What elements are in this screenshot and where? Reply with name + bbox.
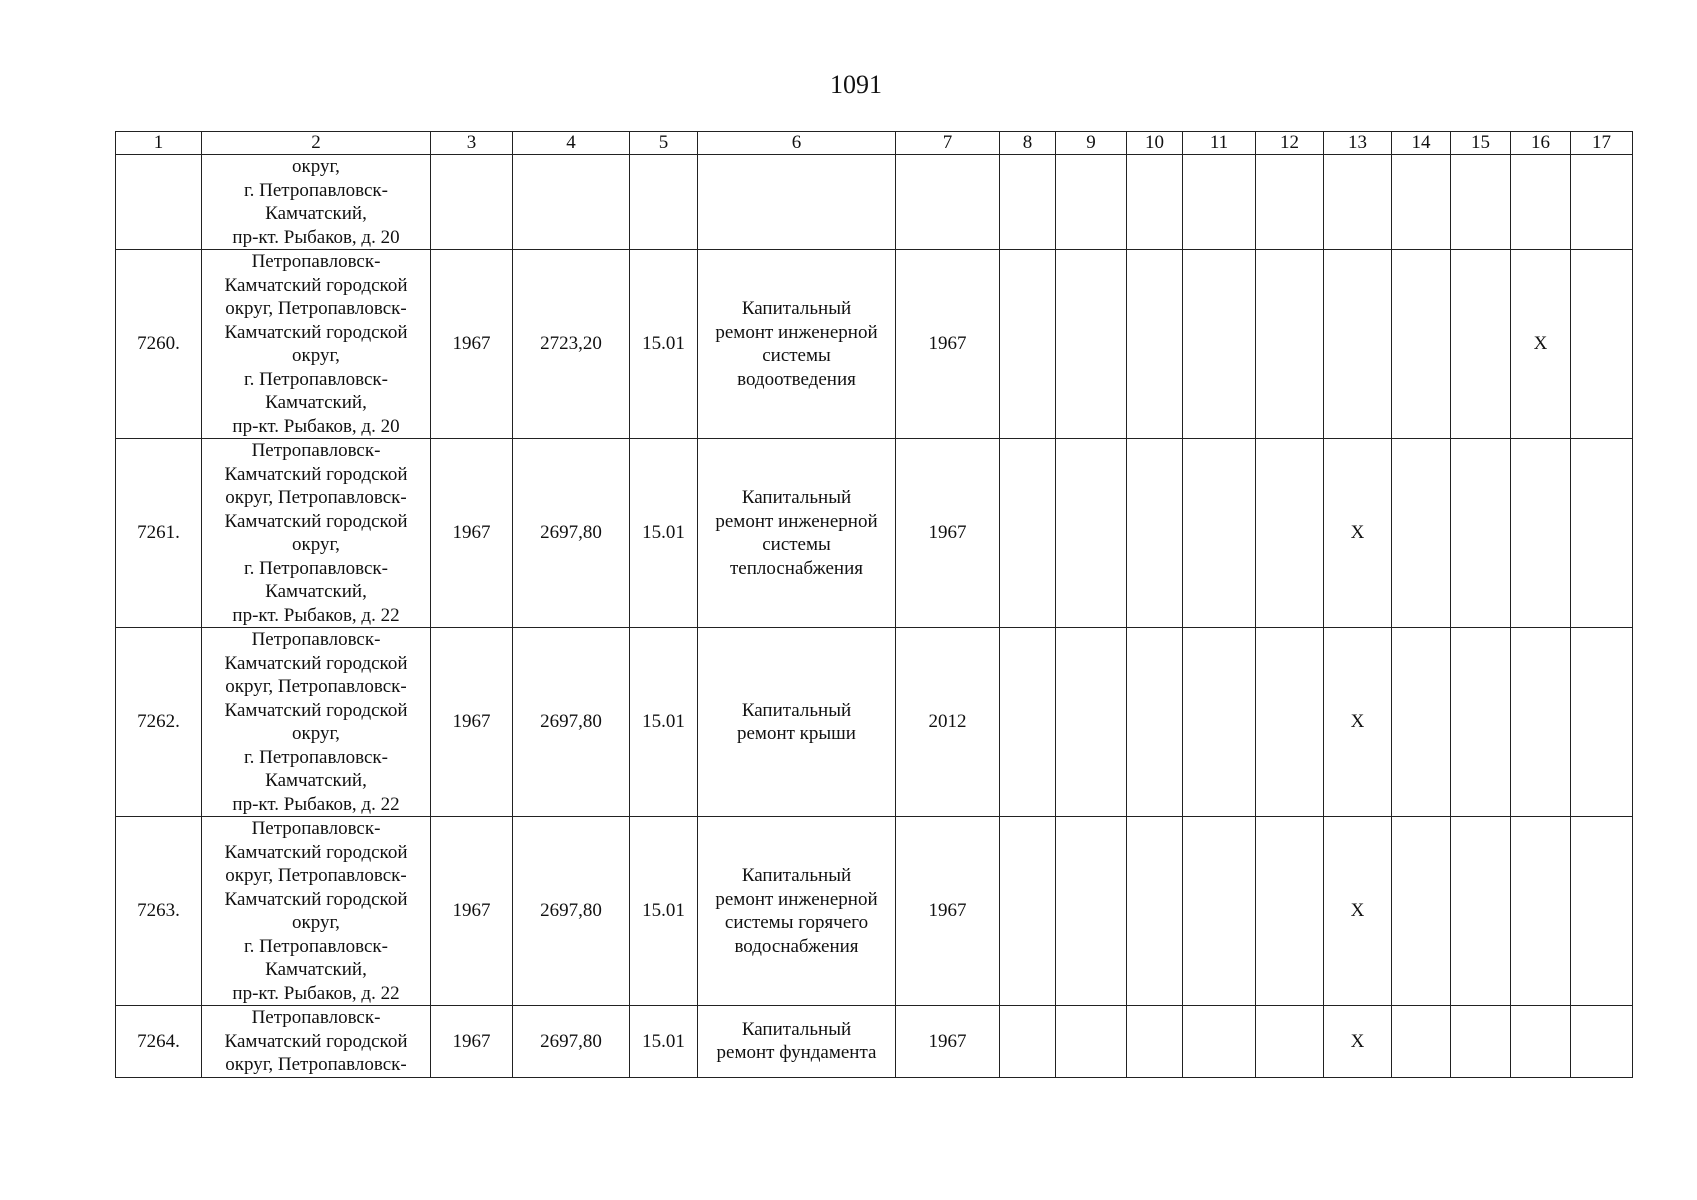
table-row xyxy=(116,155,1633,250)
mark-cell-col-15 xyxy=(1451,155,1511,250)
code-cell: 15.01 xyxy=(630,817,698,1006)
work-type-cell-line: теплоснабжения xyxy=(730,557,863,579)
mark-cell-col-12 xyxy=(1256,1006,1324,1078)
mark-cell-col-17 xyxy=(1571,628,1633,817)
mark-cell-col-8 xyxy=(1000,817,1056,1006)
table-row xyxy=(116,817,1633,1006)
register-table xyxy=(115,131,1633,1078)
address-cell-line: Камчатский, xyxy=(265,392,367,413)
mark-cell-col-8 xyxy=(1000,155,1056,250)
column-header-1: 1 xyxy=(116,132,202,155)
mark-cell-col-9 xyxy=(1056,1006,1127,1078)
mark-cell-col-11 xyxy=(1183,439,1256,628)
year-built-cell: 1967 xyxy=(431,1006,513,1078)
year-built-cell: 1967 xyxy=(431,250,513,439)
column-header-7: 7 xyxy=(896,132,1000,155)
column-header-12: 12 xyxy=(1256,132,1324,155)
mark-cell-col-13: X xyxy=(1324,439,1392,628)
address-cell xyxy=(202,439,431,628)
table-row xyxy=(116,439,1633,628)
work-type-cell-line: ремонт инженерной xyxy=(715,510,878,532)
column-header-15: 15 xyxy=(1451,132,1511,155)
mark-cell-col-9 xyxy=(1056,155,1127,250)
area-cell: 2697,80 xyxy=(513,628,630,817)
year-built-cell xyxy=(431,155,513,250)
address-cell-line: Камчатский городской xyxy=(224,1030,408,1052)
year-built-cell: 1967 xyxy=(431,817,513,1006)
column-header-13: 13 xyxy=(1324,132,1392,155)
mark-cell-col-9 xyxy=(1056,439,1127,628)
work-type-cell-line: Капитальный xyxy=(741,1018,852,1040)
address-cell-line: Камчатский, xyxy=(265,203,367,224)
mark-cell-col-13: X xyxy=(1324,628,1392,817)
row-number: 7260. xyxy=(116,250,202,439)
table-row xyxy=(116,1006,1633,1078)
header-row xyxy=(116,132,1633,155)
address-cell-line: пр-кт. Рыбаков, д. 22 xyxy=(232,982,400,1004)
address-cell-line: г. Петропавловск- xyxy=(244,179,388,201)
row-number: 7264. xyxy=(116,1006,202,1078)
mark-cell-col-11 xyxy=(1183,155,1256,250)
area-cell: 2697,80 xyxy=(513,1006,630,1078)
work-type-cell xyxy=(698,155,896,250)
mark-cell-col-10 xyxy=(1127,439,1183,628)
work-type-cell-line: Капитальный xyxy=(741,699,852,721)
address-cell xyxy=(202,155,431,250)
address-cell xyxy=(202,1006,431,1078)
address-cell-line: пр-кт. Рыбаков, д. 20 xyxy=(232,415,400,437)
work-type-cell-line: водоотведения xyxy=(737,368,856,390)
address-cell-line: Камчатский городской xyxy=(224,274,408,296)
address-cell-line: Камчатский, xyxy=(265,959,367,980)
address-cell-line: Петропавловск- xyxy=(251,818,381,839)
mark-cell-col-11 xyxy=(1183,250,1256,439)
mark-cell-col-8 xyxy=(1000,628,1056,817)
mark-cell-col-9 xyxy=(1056,817,1127,1006)
work-type-cell-line: ремонт крыши xyxy=(737,723,856,744)
mark-cell-col-13 xyxy=(1324,155,1392,250)
address-cell xyxy=(202,250,431,439)
address-cell-line: Камчатский городской xyxy=(224,699,408,721)
address-cell-line: Петропавловск- xyxy=(251,1007,381,1028)
mark-cell-col-14 xyxy=(1392,628,1451,817)
address-cell-line: Петропавловск- xyxy=(251,629,381,650)
address-cell-line: г. Петропавловск- xyxy=(244,935,388,957)
row-number: 7261. xyxy=(116,439,202,628)
mark-cell-col-14 xyxy=(1392,250,1451,439)
work-type-cell-line: ремонт фундамента xyxy=(716,1042,877,1064)
mark-cell-col-12 xyxy=(1256,817,1324,1006)
code-cell: 15.01 xyxy=(630,628,698,817)
column-header-9: 9 xyxy=(1056,132,1127,155)
address-cell-line: округ, xyxy=(292,723,340,744)
row-number: 7263. xyxy=(116,817,202,1006)
column-header-17: 17 xyxy=(1571,132,1633,155)
mark-cell-col-17 xyxy=(1571,155,1633,250)
address-cell-line: округ, xyxy=(292,534,340,555)
work-type-cell xyxy=(698,817,896,1006)
work-type-cell xyxy=(698,439,896,628)
work-year-cell xyxy=(896,155,1000,250)
work-type-cell-line: системы xyxy=(762,345,831,366)
address-cell-line: Камчатский городской xyxy=(224,888,408,910)
area-cell xyxy=(513,155,630,250)
mark-cell-col-15 xyxy=(1451,1006,1511,1078)
address-cell-line: Камчатский, xyxy=(265,581,367,602)
mark-cell-col-14 xyxy=(1392,817,1451,1006)
address-cell-line: г. Петропавловск- xyxy=(244,557,388,579)
address-cell-line: округ, xyxy=(292,912,340,933)
mark-cell-col-17 xyxy=(1571,439,1633,628)
address-cell-line: округ, Петропавловск- xyxy=(225,676,407,697)
mark-cell-col-10 xyxy=(1127,817,1183,1006)
mark-cell-col-16 xyxy=(1511,817,1571,1006)
address-cell-line: Камчатский городской xyxy=(224,463,408,485)
work-type-cell xyxy=(698,628,896,817)
column-header-2: 2 xyxy=(202,132,431,155)
code-cell: 15.01 xyxy=(630,439,698,628)
mark-cell-col-16 xyxy=(1511,628,1571,817)
address-cell-line: округ, Петропавловск- xyxy=(225,1054,407,1075)
address-cell-line: пр-кт. Рыбаков, д. 22 xyxy=(232,604,400,626)
work-type-cell-line: ремонт инженерной xyxy=(715,321,878,343)
area-cell: 2697,80 xyxy=(513,817,630,1006)
column-header-3: 3 xyxy=(431,132,513,155)
mark-cell-col-17 xyxy=(1571,1006,1633,1078)
work-type-cell-line: Капитальный xyxy=(741,865,852,886)
mark-cell-col-17 xyxy=(1571,250,1633,439)
column-header-14: 14 xyxy=(1392,132,1451,155)
mark-cell-col-15 xyxy=(1451,250,1511,439)
column-header-11: 11 xyxy=(1183,132,1256,155)
work-type-cell-line: системы горячего xyxy=(724,912,869,933)
mark-cell-col-12 xyxy=(1256,250,1324,439)
address-cell-line: округ, Петропавловск- xyxy=(225,865,407,886)
mark-cell-col-17 xyxy=(1571,817,1633,1006)
mark-cell-col-16 xyxy=(1511,439,1571,628)
column-header-6: 6 xyxy=(698,132,896,155)
mark-cell-col-14 xyxy=(1392,439,1451,628)
mark-cell-col-13: X xyxy=(1324,817,1392,1006)
table-row xyxy=(116,628,1633,817)
table-body xyxy=(116,155,1633,1078)
mark-cell-col-16: X xyxy=(1511,250,1571,439)
mark-cell-col-14 xyxy=(1392,1006,1451,1078)
address-cell xyxy=(202,817,431,1006)
address-cell-line: пр-кт. Рыбаков, д. 22 xyxy=(232,793,400,815)
mark-cell-col-15 xyxy=(1451,628,1511,817)
mark-cell-col-12 xyxy=(1256,628,1324,817)
column-header-8: 8 xyxy=(1000,132,1056,155)
address-cell-line: Петропавловск- xyxy=(251,251,381,272)
address-cell-line: г. Петропавловск- xyxy=(244,368,388,390)
mark-cell-col-15 xyxy=(1451,439,1511,628)
work-year-cell: 2012 xyxy=(896,628,1000,817)
mark-cell-col-10 xyxy=(1127,250,1183,439)
mark-cell-col-16 xyxy=(1511,1006,1571,1078)
address-cell-line: Камчатский, xyxy=(265,770,367,791)
table-row xyxy=(116,250,1633,439)
mark-cell-col-10 xyxy=(1127,628,1183,817)
code-cell xyxy=(630,155,698,250)
mark-cell-col-15 xyxy=(1451,817,1511,1006)
work-type-cell-line: Капитальный xyxy=(741,487,852,508)
address-cell-line: Камчатский городской xyxy=(224,510,408,532)
address-cell-line: округ, xyxy=(292,345,340,366)
mark-cell-col-16 xyxy=(1511,155,1571,250)
mark-cell-col-14 xyxy=(1392,155,1451,250)
work-year-cell: 1967 xyxy=(896,817,1000,1006)
work-type-cell xyxy=(698,250,896,439)
mark-cell-col-11 xyxy=(1183,628,1256,817)
work-year-cell: 1967 xyxy=(896,1006,1000,1078)
address-cell-line: Камчатский городской xyxy=(224,652,408,674)
address-cell xyxy=(202,628,431,817)
address-cell-line: округ, xyxy=(292,156,340,177)
column-header-4: 4 xyxy=(513,132,630,155)
mark-cell-col-8 xyxy=(1000,1006,1056,1078)
address-cell-line: Петропавловск- xyxy=(251,440,381,461)
address-cell-line: г. Петропавловск- xyxy=(244,746,388,768)
code-cell: 15.01 xyxy=(630,250,698,439)
work-type-cell xyxy=(698,1006,896,1078)
column-header-16: 16 xyxy=(1511,132,1571,155)
code-cell: 15.01 xyxy=(630,1006,698,1078)
mark-cell-col-13: X xyxy=(1324,1006,1392,1078)
mark-cell-col-8 xyxy=(1000,250,1056,439)
mark-cell-col-11 xyxy=(1183,817,1256,1006)
mark-cell-col-11 xyxy=(1183,1006,1256,1078)
mark-cell-col-9 xyxy=(1056,628,1127,817)
address-cell-line: пр-кт. Рыбаков, д. 20 xyxy=(232,226,400,248)
work-year-cell: 1967 xyxy=(896,250,1000,439)
year-built-cell: 1967 xyxy=(431,439,513,628)
address-cell-line: округ, Петропавловск- xyxy=(225,298,407,319)
column-header-10: 10 xyxy=(1127,132,1183,155)
work-type-cell-line: водоснабжения xyxy=(734,935,859,957)
page-number: 1091 xyxy=(830,70,882,99)
mark-cell-col-13 xyxy=(1324,250,1392,439)
area-cell: 2697,80 xyxy=(513,439,630,628)
address-cell-line: Камчатский городской xyxy=(224,321,408,343)
column-header-5: 5 xyxy=(630,132,698,155)
mark-cell-col-12 xyxy=(1256,439,1324,628)
row-number xyxy=(116,155,202,250)
work-type-cell-line: Капитальный xyxy=(741,298,852,319)
address-cell-line: округ, Петропавловск- xyxy=(225,487,407,508)
work-type-cell-line: ремонт инженерной xyxy=(715,888,878,910)
row-number: 7262. xyxy=(116,628,202,817)
year-built-cell: 1967 xyxy=(431,628,513,817)
mark-cell-col-8 xyxy=(1000,439,1056,628)
address-cell-line: Камчатский городской xyxy=(224,841,408,863)
mark-cell-col-10 xyxy=(1127,1006,1183,1078)
work-year-cell: 1967 xyxy=(896,439,1000,628)
mark-cell-col-9 xyxy=(1056,250,1127,439)
work-type-cell-line: системы xyxy=(762,534,831,555)
area-cell: 2723,20 xyxy=(513,250,630,439)
mark-cell-col-12 xyxy=(1256,155,1324,250)
mark-cell-col-10 xyxy=(1127,155,1183,250)
